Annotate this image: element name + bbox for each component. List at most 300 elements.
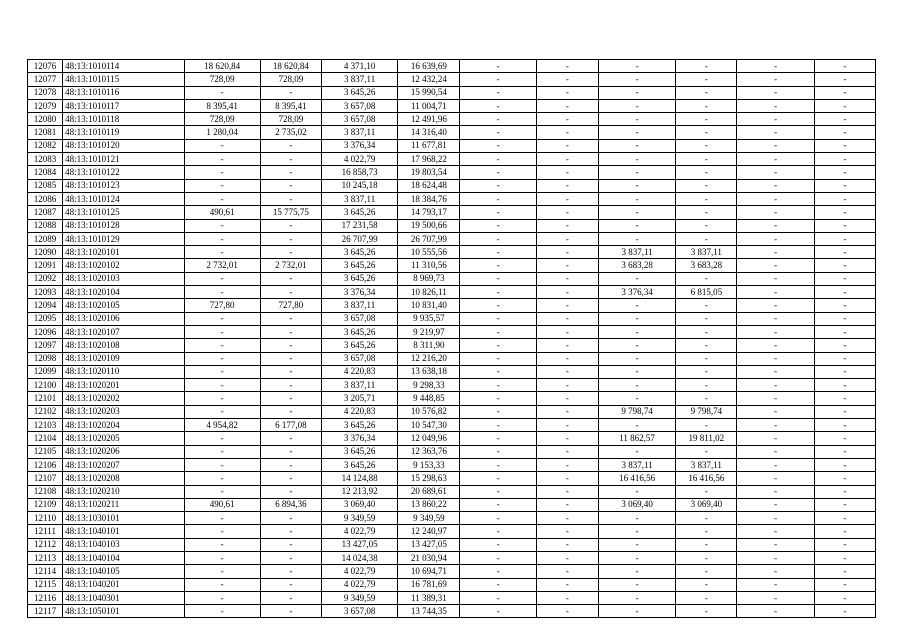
cadastral-number: 48:13:1020203 bbox=[63, 405, 184, 418]
value-col-9: - bbox=[598, 192, 675, 205]
value-col-11: - bbox=[737, 286, 814, 299]
value-col-6: 20 689,61 bbox=[398, 485, 460, 498]
value-col-10: 19 811,02 bbox=[676, 432, 737, 445]
value-col-3: - bbox=[184, 512, 260, 525]
row-number: 12092 bbox=[28, 272, 63, 285]
value-col-10: - bbox=[676, 365, 737, 378]
value-col-11: - bbox=[737, 99, 814, 112]
value-col-6: 26 707,99 bbox=[398, 232, 460, 245]
value-col-4: - bbox=[260, 325, 321, 338]
cadastral-number: 48:13:1020205 bbox=[63, 432, 184, 445]
table-row bbox=[28, 538, 876, 551]
table-row bbox=[28, 286, 876, 299]
row-number: 12117 bbox=[28, 605, 63, 618]
row-number: 12077 bbox=[28, 73, 63, 86]
value-col-10: 6 815,05 bbox=[676, 286, 737, 299]
value-col-12: - bbox=[814, 379, 875, 392]
value-col-9: - bbox=[598, 153, 675, 166]
cadastral-number: 48:13:1010116 bbox=[63, 86, 184, 99]
value-col-12: - bbox=[814, 498, 875, 511]
value-col-6: 15 298,63 bbox=[398, 472, 460, 485]
value-col-8: - bbox=[536, 538, 598, 551]
cadastral-number: 48:13:1010114 bbox=[63, 60, 184, 73]
value-col-4: - bbox=[260, 578, 321, 591]
row-number: 12087 bbox=[28, 206, 63, 219]
table-row bbox=[28, 86, 876, 99]
value-col-3: - bbox=[184, 472, 260, 485]
value-col-6: 9 219,97 bbox=[398, 325, 460, 338]
value-col-3: - bbox=[184, 605, 260, 618]
value-col-9: - bbox=[598, 591, 675, 604]
value-col-8: - bbox=[536, 113, 598, 126]
table-row bbox=[28, 312, 876, 325]
value-col-7: - bbox=[460, 153, 536, 166]
value-col-12: - bbox=[814, 272, 875, 285]
cadastral-number: 48:13:1010125 bbox=[63, 206, 184, 219]
table-row bbox=[28, 219, 876, 232]
value-col-11: - bbox=[737, 578, 814, 591]
value-col-9: - bbox=[598, 73, 675, 86]
table-row bbox=[28, 405, 876, 418]
value-col-4: 728,09 bbox=[260, 73, 321, 86]
value-col-6: 16 781,69 bbox=[398, 578, 460, 591]
value-col-8: - bbox=[536, 312, 598, 325]
row-number: 12097 bbox=[28, 339, 63, 352]
value-col-6: 16 639,69 bbox=[398, 60, 460, 73]
value-col-12: - bbox=[814, 525, 875, 538]
value-col-3: - bbox=[184, 578, 260, 591]
value-col-3: - bbox=[184, 485, 260, 498]
row-number: 12096 bbox=[28, 325, 63, 338]
table-row bbox=[28, 379, 876, 392]
value-col-10: - bbox=[676, 166, 737, 179]
value-col-4: - bbox=[260, 139, 321, 152]
value-col-8: - bbox=[536, 179, 598, 192]
value-col-10: - bbox=[676, 60, 737, 73]
value-col-7: - bbox=[460, 578, 536, 591]
row-number: 12102 bbox=[28, 405, 63, 418]
table-row bbox=[28, 206, 876, 219]
cadastral-number: 48:13:1040101 bbox=[63, 525, 184, 538]
row-number: 12098 bbox=[28, 352, 63, 365]
value-col-12: - bbox=[814, 286, 875, 299]
value-col-9: - bbox=[598, 166, 675, 179]
value-col-11: - bbox=[737, 472, 814, 485]
cadastral-number: 48:13:1040201 bbox=[63, 578, 184, 591]
row-number: 12112 bbox=[28, 538, 63, 551]
value-col-6: 10 547,30 bbox=[398, 419, 460, 432]
value-col-5: 3 657,08 bbox=[322, 605, 398, 618]
value-col-8: - bbox=[536, 86, 598, 99]
value-col-7: - bbox=[460, 179, 536, 192]
value-col-8: - bbox=[536, 472, 598, 485]
value-col-9: - bbox=[598, 485, 675, 498]
value-col-12: - bbox=[814, 551, 875, 564]
value-col-12: - bbox=[814, 352, 875, 365]
value-col-3: - bbox=[184, 153, 260, 166]
value-col-10: - bbox=[676, 565, 737, 578]
cadastral-number: 48:13:1010124 bbox=[63, 192, 184, 205]
value-col-8: - bbox=[536, 206, 598, 219]
value-col-7: - bbox=[460, 551, 536, 564]
row-number: 12107 bbox=[28, 472, 63, 485]
value-col-6: 15 990,54 bbox=[398, 86, 460, 99]
value-col-6: 9 448,85 bbox=[398, 392, 460, 405]
value-col-5: 3 645,26 bbox=[322, 246, 398, 259]
value-col-9: - bbox=[598, 605, 675, 618]
value-col-9: - bbox=[598, 179, 675, 192]
value-col-12: - bbox=[814, 565, 875, 578]
value-col-10: - bbox=[676, 352, 737, 365]
value-col-4: - bbox=[260, 445, 321, 458]
cadastral-number: 48:13:1010115 bbox=[63, 73, 184, 86]
value-col-8: - bbox=[536, 458, 598, 471]
value-col-9: - bbox=[598, 512, 675, 525]
table-row bbox=[28, 565, 876, 578]
cadastral-number: 48:13:1020104 bbox=[63, 286, 184, 299]
value-col-12: - bbox=[814, 179, 875, 192]
value-col-8: - bbox=[536, 60, 598, 73]
table-row bbox=[28, 60, 876, 73]
row-number: 12104 bbox=[28, 432, 63, 445]
value-col-8: - bbox=[536, 99, 598, 112]
value-col-4: 6 177,08 bbox=[260, 419, 321, 432]
value-col-4: - bbox=[260, 232, 321, 245]
value-col-3: 4 954,82 bbox=[184, 419, 260, 432]
table-row bbox=[28, 166, 876, 179]
row-number: 12103 bbox=[28, 419, 63, 432]
value-col-4: - bbox=[260, 458, 321, 471]
cadastral-number: 48:13:1020201 bbox=[63, 379, 184, 392]
value-col-3: - bbox=[184, 179, 260, 192]
value-col-12: - bbox=[814, 153, 875, 166]
value-col-10: - bbox=[676, 219, 737, 232]
value-col-6: 11 310,56 bbox=[398, 259, 460, 272]
value-col-10: 9 798,74 bbox=[676, 405, 737, 418]
value-col-7: - bbox=[460, 99, 536, 112]
value-col-3: 1 280,04 bbox=[184, 126, 260, 139]
value-col-7: - bbox=[460, 538, 536, 551]
row-number: 12100 bbox=[28, 379, 63, 392]
value-col-6: 8 969,73 bbox=[398, 272, 460, 285]
value-col-9: - bbox=[598, 578, 675, 591]
value-col-4: 727,80 bbox=[260, 299, 321, 312]
value-col-7: - bbox=[460, 419, 536, 432]
value-col-8: - bbox=[536, 551, 598, 564]
value-col-8: - bbox=[536, 73, 598, 86]
value-col-8: - bbox=[536, 365, 598, 378]
value-col-11: - bbox=[737, 392, 814, 405]
cadastral-number: 48:13:1040104 bbox=[63, 551, 184, 564]
value-col-11: - bbox=[737, 299, 814, 312]
value-col-5: 3 657,08 bbox=[322, 113, 398, 126]
table-row bbox=[28, 392, 876, 405]
value-col-5: 3 645,26 bbox=[322, 272, 398, 285]
value-col-12: - bbox=[814, 472, 875, 485]
value-col-11: - bbox=[737, 432, 814, 445]
value-col-11: - bbox=[737, 232, 814, 245]
value-col-3: 728,09 bbox=[184, 113, 260, 126]
value-col-5: 9 349,59 bbox=[322, 591, 398, 604]
row-number: 12105 bbox=[28, 445, 63, 458]
value-col-10: - bbox=[676, 86, 737, 99]
row-number: 12083 bbox=[28, 153, 63, 166]
value-col-12: - bbox=[814, 538, 875, 551]
value-col-12: - bbox=[814, 458, 875, 471]
value-col-7: - bbox=[460, 365, 536, 378]
value-col-7: - bbox=[460, 445, 536, 458]
row-number: 12084 bbox=[28, 166, 63, 179]
row-number: 12085 bbox=[28, 179, 63, 192]
value-col-3: - bbox=[184, 286, 260, 299]
value-col-7: - bbox=[460, 339, 536, 352]
value-col-6: 14 793,17 bbox=[398, 206, 460, 219]
row-number: 12076 bbox=[28, 60, 63, 73]
value-col-9: - bbox=[598, 312, 675, 325]
value-col-8: - bbox=[536, 578, 598, 591]
table-row bbox=[28, 113, 876, 126]
value-col-12: - bbox=[814, 591, 875, 604]
value-col-5: 4 022,79 bbox=[322, 578, 398, 591]
cadastral-number: 48:13:1020108 bbox=[63, 339, 184, 352]
value-col-6: 18 384,76 bbox=[398, 192, 460, 205]
value-col-5: 4 022,79 bbox=[322, 525, 398, 538]
value-col-7: - bbox=[460, 166, 536, 179]
value-col-5: 4 022,79 bbox=[322, 153, 398, 166]
value-col-4: - bbox=[260, 392, 321, 405]
table-row bbox=[28, 512, 876, 525]
value-col-4: - bbox=[260, 591, 321, 604]
value-col-4: - bbox=[260, 365, 321, 378]
cadastral-number: 48:13:1010117 bbox=[63, 99, 184, 112]
value-col-11: - bbox=[737, 73, 814, 86]
table-row bbox=[28, 246, 876, 259]
value-col-8: - bbox=[536, 405, 598, 418]
cadastral-number: 48:13:1010118 bbox=[63, 113, 184, 126]
value-col-9: - bbox=[598, 219, 675, 232]
value-col-4: - bbox=[260, 179, 321, 192]
value-col-9: - bbox=[598, 551, 675, 564]
value-col-3: - bbox=[184, 352, 260, 365]
cadastral-number: 48:13:1010123 bbox=[63, 179, 184, 192]
value-col-6: 13 427,05 bbox=[398, 538, 460, 551]
table-row bbox=[28, 139, 876, 152]
value-col-8: - bbox=[536, 299, 598, 312]
value-col-4: 6 894,36 bbox=[260, 498, 321, 511]
value-col-7: - bbox=[460, 219, 536, 232]
value-col-10: 3 837,11 bbox=[676, 458, 737, 471]
row-number: 12093 bbox=[28, 286, 63, 299]
value-col-7: - bbox=[460, 591, 536, 604]
value-col-4: 2 732,01 bbox=[260, 259, 321, 272]
value-col-10: - bbox=[676, 445, 737, 458]
value-col-12: - bbox=[814, 232, 875, 245]
table-row bbox=[28, 259, 876, 272]
value-col-10: - bbox=[676, 99, 737, 112]
value-col-12: - bbox=[814, 139, 875, 152]
value-col-10: - bbox=[676, 578, 737, 591]
value-col-5: 3 645,26 bbox=[322, 259, 398, 272]
value-col-3: 18 620,84 bbox=[184, 60, 260, 73]
value-col-4: 15 775,75 bbox=[260, 206, 321, 219]
row-number: 12089 bbox=[28, 232, 63, 245]
value-col-5: 4 220,83 bbox=[322, 365, 398, 378]
value-col-11: - bbox=[737, 365, 814, 378]
value-col-3: 8 395,41 bbox=[184, 99, 260, 112]
value-col-5: 14 124,88 bbox=[322, 472, 398, 485]
value-col-5: 9 349,59 bbox=[322, 512, 398, 525]
table-row bbox=[28, 153, 876, 166]
cadastral-number: 48:13:1020204 bbox=[63, 419, 184, 432]
value-col-10: - bbox=[676, 485, 737, 498]
value-col-11: - bbox=[737, 206, 814, 219]
value-col-12: - bbox=[814, 312, 875, 325]
value-col-8: - bbox=[536, 445, 598, 458]
value-col-7: - bbox=[460, 192, 536, 205]
table-row bbox=[28, 299, 876, 312]
value-col-6: 12 491,96 bbox=[398, 113, 460, 126]
value-col-9: - bbox=[598, 445, 675, 458]
value-col-8: - bbox=[536, 419, 598, 432]
value-col-6: 10 555,56 bbox=[398, 246, 460, 259]
value-col-5: 3 645,26 bbox=[322, 339, 398, 352]
value-col-8: - bbox=[536, 139, 598, 152]
value-col-11: - bbox=[737, 565, 814, 578]
value-col-9: 3 837,11 bbox=[598, 246, 675, 259]
table-body bbox=[28, 60, 876, 618]
value-col-10: 3 069,40 bbox=[676, 498, 737, 511]
row-number: 12079 bbox=[28, 99, 63, 112]
value-col-6: 19 500,66 bbox=[398, 219, 460, 232]
value-col-8: - bbox=[536, 259, 598, 272]
value-col-11: - bbox=[737, 166, 814, 179]
value-col-7: - bbox=[460, 272, 536, 285]
cadastral-number: 48:13:1030101 bbox=[63, 512, 184, 525]
cadastral-number: 48:13:1020206 bbox=[63, 445, 184, 458]
value-col-10: - bbox=[676, 538, 737, 551]
value-col-4: - bbox=[260, 192, 321, 205]
value-col-7: - bbox=[460, 379, 536, 392]
value-col-4: - bbox=[260, 525, 321, 538]
value-col-4: - bbox=[260, 405, 321, 418]
value-col-6: 10 826,11 bbox=[398, 286, 460, 299]
cadastral-number: 48:13:1020207 bbox=[63, 458, 184, 471]
table-row bbox=[28, 432, 876, 445]
value-col-7: - bbox=[460, 458, 536, 471]
value-col-5: 26 707,99 bbox=[322, 232, 398, 245]
value-col-9: - bbox=[598, 139, 675, 152]
table-row bbox=[28, 99, 876, 112]
value-col-3: - bbox=[184, 219, 260, 232]
table-row bbox=[28, 591, 876, 604]
value-col-4: - bbox=[260, 432, 321, 445]
cadastral-number: 48:13:1010129 bbox=[63, 232, 184, 245]
value-col-9: - bbox=[598, 86, 675, 99]
value-col-6: 13 860,22 bbox=[398, 498, 460, 511]
value-col-3: - bbox=[184, 591, 260, 604]
value-col-9: - bbox=[598, 365, 675, 378]
value-col-12: - bbox=[814, 392, 875, 405]
row-number: 12090 bbox=[28, 246, 63, 259]
value-col-12: - bbox=[814, 166, 875, 179]
cadastral-number: 48:13:1020211 bbox=[63, 498, 184, 511]
value-col-7: - bbox=[460, 498, 536, 511]
row-number: 12099 bbox=[28, 365, 63, 378]
cadastral-number: 48:13:1050101 bbox=[63, 605, 184, 618]
value-col-5: 3 657,08 bbox=[322, 352, 398, 365]
value-col-12: - bbox=[814, 99, 875, 112]
value-col-7: - bbox=[460, 206, 536, 219]
value-col-10: - bbox=[676, 126, 737, 139]
value-col-7: - bbox=[460, 525, 536, 538]
table-row bbox=[28, 525, 876, 538]
value-col-9: - bbox=[598, 339, 675, 352]
value-col-7: - bbox=[460, 512, 536, 525]
value-col-6: 12 240,97 bbox=[398, 525, 460, 538]
row-number: 12088 bbox=[28, 219, 63, 232]
value-col-3: - bbox=[184, 538, 260, 551]
cadastral-number: 48:13:1010120 bbox=[63, 139, 184, 152]
value-col-11: - bbox=[737, 113, 814, 126]
value-col-4: - bbox=[260, 153, 321, 166]
table-row bbox=[28, 126, 876, 139]
value-col-8: - bbox=[536, 286, 598, 299]
value-col-9: - bbox=[598, 99, 675, 112]
value-col-3: - bbox=[184, 392, 260, 405]
value-col-11: - bbox=[737, 219, 814, 232]
value-col-10: - bbox=[676, 139, 737, 152]
value-col-9: - bbox=[598, 272, 675, 285]
value-col-9: 16 416,56 bbox=[598, 472, 675, 485]
value-col-6: 13 744,35 bbox=[398, 605, 460, 618]
row-number: 12094 bbox=[28, 299, 63, 312]
table-row bbox=[28, 419, 876, 432]
value-col-11: - bbox=[737, 60, 814, 73]
value-col-11: - bbox=[737, 312, 814, 325]
value-col-8: - bbox=[536, 272, 598, 285]
value-col-5: 3 657,08 bbox=[322, 99, 398, 112]
value-col-7: - bbox=[460, 605, 536, 618]
cadastral-number: 48:13:1010122 bbox=[63, 166, 184, 179]
value-col-3: - bbox=[184, 445, 260, 458]
value-col-10: - bbox=[676, 551, 737, 564]
value-col-11: - bbox=[737, 485, 814, 498]
row-number: 12111 bbox=[28, 525, 63, 538]
value-col-3: - bbox=[184, 325, 260, 338]
value-col-6: 17 968,22 bbox=[398, 153, 460, 166]
value-col-7: - bbox=[460, 126, 536, 139]
value-col-5: 3 645,26 bbox=[322, 206, 398, 219]
table-row bbox=[28, 551, 876, 564]
value-col-10: - bbox=[676, 179, 737, 192]
value-col-8: - bbox=[536, 485, 598, 498]
value-col-10: - bbox=[676, 512, 737, 525]
value-col-7: - bbox=[460, 86, 536, 99]
value-col-12: - bbox=[814, 86, 875, 99]
value-col-4: - bbox=[260, 286, 321, 299]
value-col-7: - bbox=[460, 232, 536, 245]
value-col-12: - bbox=[814, 60, 875, 73]
value-col-6: 9 935,57 bbox=[398, 312, 460, 325]
row-number: 12116 bbox=[28, 591, 63, 604]
table-row bbox=[28, 352, 876, 365]
cadastral-number: 48:13:1020109 bbox=[63, 352, 184, 365]
value-col-12: - bbox=[814, 432, 875, 445]
value-col-9: 3 376,34 bbox=[598, 286, 675, 299]
value-col-12: - bbox=[814, 512, 875, 525]
value-col-12: - bbox=[814, 605, 875, 618]
cadastral-number: 48:13:1020110 bbox=[63, 365, 184, 378]
